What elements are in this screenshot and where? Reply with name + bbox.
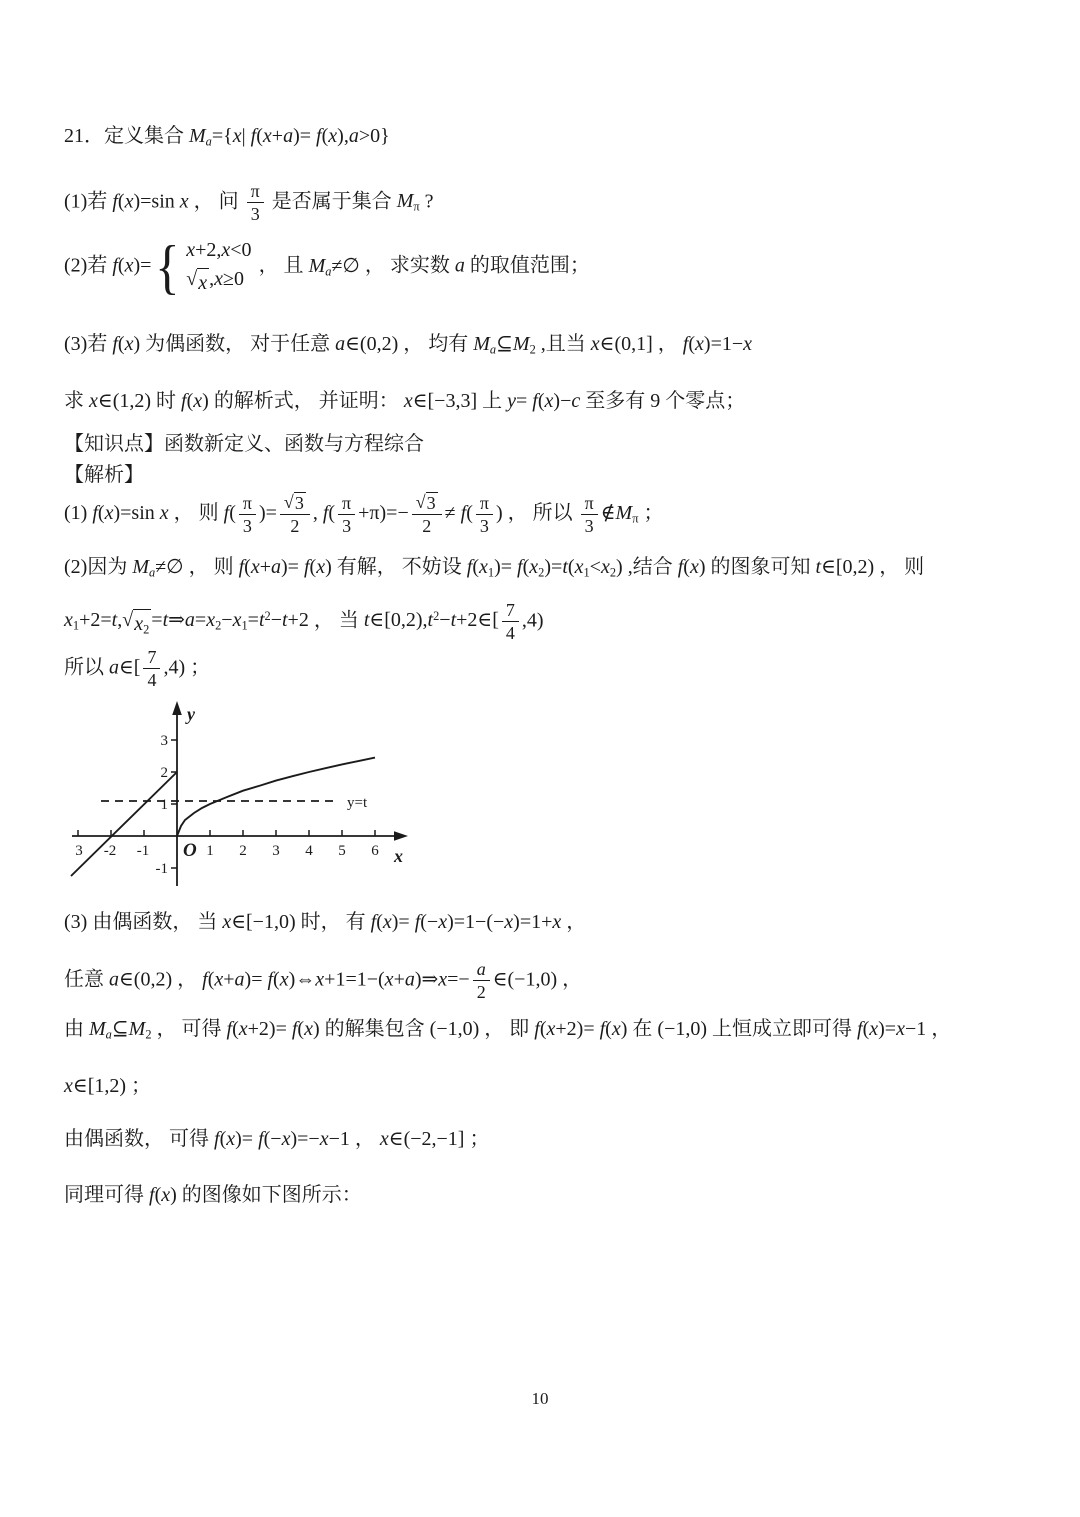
fraction: √ 3 2 [280,492,310,536]
x-tick-label: 1 [206,843,214,860]
math-run: $f(x_1)= f(x_2)=t(x_1<x_2)$ [466,555,623,580]
math-run: x∈(0,1] [590,333,653,356]
text-run: ， [926,1017,952,1040]
math-run: )= [258,502,277,525]
text-run: 至多有 9 个零点； [580,390,746,413]
text-run: ? [419,190,434,213]
math-run: $\notin M_\pi$ [600,502,639,526]
math-run: $M_a\ne\emptyset$ [308,254,360,279]
text-run: ； [464,1127,490,1150]
fraction: $\frac{\pi}{3}$ [247,181,264,224]
math-run: $M_a=\{x|$ f(x+a)= f(x),a>0} [189,125,390,149]
text-run: 的图像如下图所示： [176,1183,362,1206]
math-run: y= f(x)−c [507,390,581,413]
text-run: (3)若 [64,333,113,356]
cases-row: √ x ,x≥0 [186,265,244,298]
text-run: ， [349,1127,380,1150]
text-run: (3) 由偶函数， 当 [64,911,223,934]
text-run: 为偶函数， 对于任意 [140,333,336,356]
math-run: +π)=− [358,502,409,525]
problem-21-statement [64,122,1052,151]
x-tick-label: 3 [75,843,83,860]
x-axis-arrow [394,831,408,841]
math-run: $M_a⊆M_2$ [89,1017,152,1042]
text-run: ， 所以 [502,502,578,525]
text-run: 有解， 不妨设 [331,555,467,578]
text-run: ； [185,656,211,679]
x-axis-label: x [394,846,403,867]
math-run: a∈[ [109,656,141,679]
fraction: √ 3 2 [412,492,442,536]
fraction: $\frac{7}{4}$ [502,600,519,643]
math-run: f(x)= [112,254,152,277]
text-run: (1) [64,502,93,525]
text-run: 同理可得 [64,1183,149,1206]
text-run: 上恒成立即可得 [707,1017,858,1040]
solution-part-2-line-1 [64,553,1052,582]
text-run: ， [557,968,583,991]
text-run: ， [652,333,683,356]
math-run: x∈(−2,−1] [379,1127,465,1150]
document-lines-top [64,122,1052,690]
y-axis-arrow [172,701,182,715]
math-run: f(x)=sin x [112,190,189,213]
text-run: ， 则 [168,502,224,525]
math-run: f(x) [677,555,706,578]
math-run: ) [495,502,503,525]
solution-part-3-line-2 [64,959,1052,1002]
text-run: ， 则 [874,555,925,578]
origin-label: O [183,840,197,862]
math-run: f(x) [112,333,141,356]
math-run: a∈(0,2) [109,968,173,991]
math-run: f(x) [149,1183,177,1206]
function-graph [64,696,424,891]
text-run: ， 问 [188,190,244,213]
solution-part-2-line-2 [64,600,1052,643]
math-run: (−1,0) [657,1017,708,1040]
y-axis-label: y [187,704,195,725]
text-run: ， 且 [253,254,309,277]
math-run: f(x+a)= f(x) [238,555,332,578]
math-run: ∈(−1,0) [492,968,558,991]
part-3-question-cont [64,387,1052,416]
math-run: f( [223,502,236,525]
y-tick-label: 2 [160,765,168,782]
math-run: , f( [312,502,336,525]
math-run: a [454,254,465,277]
cases-brace: { [155,233,181,300]
text-run: 的图象可知 [705,555,816,578]
text-run: ， 即 [479,1017,535,1040]
math-run: $M_\pi$ [396,190,420,214]
text-run: 21．定义集合 [64,125,189,147]
text-run: ； [638,502,664,525]
text-run: 【知识点】函数新定义、函数与方程综合 [64,433,424,456]
curve-branch [177,758,375,836]
math-run: $M_a⊆M_2$ [473,333,536,358]
text-run: ， [561,911,587,934]
text-run: (2)因为 [64,555,133,578]
text-run: ,结合 [622,555,678,578]
math-run: t∈[0,2) [815,555,875,578]
math-run: f(x+a)= f(x)⇔x+1=1−(x+a)⇒x=− [202,968,470,991]
part-3-question [64,330,1052,359]
x-tick-label: 4 [305,843,313,860]
fraction: $\frac{7}{4}$ [143,647,160,690]
text-run: 时， 有 [295,911,371,934]
sqrt-expression: √ x [186,268,209,298]
math-run: $t\in[0,2),t^2-t+2\in$[ [363,608,499,631]
fraction: $\frac{\pi}{3}$ [476,493,493,536]
y-tick-label: 3 [160,733,168,750]
y-tick-label: -1 [155,861,168,878]
math-run: (−1,0) [429,1017,480,1040]
math-run: a∈(0,2) [335,333,399,356]
x-tick-label: 2 [239,843,247,860]
math-run: f(x)=x−1 [857,1017,927,1040]
text-run: 所以 [64,656,109,679]
piecewise-cases [153,233,252,300]
text-run: ,且当 [535,333,591,356]
x-tick-label: 3 [272,843,280,860]
text-run: ， [172,968,203,991]
fraction: $\frac{a}{2}$ [473,959,490,1002]
dashed-line-label: y=t [347,795,368,812]
text-run: ， 求实数 [359,254,455,277]
cases-row: x+2,x<0 [186,239,252,262]
graph-block [64,696,424,896]
solution-part-2-line-3 [64,647,1052,690]
math-run: ,4) [163,656,186,679]
text-run: 任意 [64,968,109,991]
text-run: (2)若 [64,254,113,277]
text-run: 的解集包含 [319,1017,430,1040]
math-run: ≠ f( [444,502,473,525]
solution-part-3-line-6 [64,1181,1052,1210]
x-tick-label: -1 [136,843,150,860]
math-run: x∈(1,2) [89,390,152,413]
text-run: 【解析】 [64,464,144,487]
solution-part-3-line-4 [64,1072,1052,1101]
solution-part-1 [64,492,1052,536]
part-2-question [64,233,1052,300]
text-run: ； [126,1074,152,1097]
math-run: $M_a\ne\emptyset$ [132,555,184,580]
math-run: f(x)= f(−x)=1−(−x)=1+x [370,911,562,934]
math-run: ,4) [521,608,544,631]
text-run: 求 [64,390,89,413]
math-run: f(x)= f(−x)=−x−1 [214,1127,350,1150]
solution-part-3-line-5 [64,1125,1052,1154]
sqrt-expression: √ 3 [415,492,436,514]
x-tick-label: 6 [371,843,379,860]
text-run: ， 均有 [398,333,474,356]
sqrt-expression: √ $x_2$ [122,609,151,639]
y-tick-labels [156,733,169,877]
x-tick-label: 5 [338,843,346,860]
text-run: ， 当 [308,608,364,631]
x-tick-label: -2 [103,843,117,860]
text-run: 上 [477,390,508,413]
math-run: x∈[−1,0) [222,911,296,934]
text-run: 的取值范围； [464,254,590,277]
document-lines-bottom [64,908,1052,1209]
math-run: f(x+2)= f(x) [226,1017,320,1040]
x-tick-labels [75,843,379,859]
text-run: 是否属于集合 [266,190,397,213]
text-run: ， 则 [183,555,239,578]
math-run: f(x) [181,390,209,413]
x-tick-marks [78,830,375,836]
text-run: 的解析式， 并证明： [208,390,404,413]
solution-part-3-line-3 [64,1015,1052,1044]
math-run: $x_1+2=t$, √ $x_2$ $=t\Rightarrow a=x_2-x_1=t^2-t+2$ [64,609,309,631]
sqrt-expression: √ 3 [283,492,304,514]
math-run: f(x)=1−x [682,333,753,356]
fraction: $\frac{\pi}{3}$ [239,493,256,536]
page-number: 10 [531,1389,549,1408]
text-run: 在 [627,1017,658,1040]
fraction: $\frac{\pi}{3}$ [338,493,355,536]
knowledge-points [64,430,1052,459]
math-run: x∈[−3,3] [403,390,478,413]
part-1-question [64,181,1052,224]
solution-part-3-line-1 [64,908,1052,937]
fraction: $\frac{\pi}{3}$ [581,493,598,536]
math-run: f(x+2)= f(x) [534,1017,628,1040]
text-run: 由 [64,1017,89,1040]
math-run: x∈[1,2) [64,1074,127,1097]
text-run: (1)若 [64,190,113,213]
text-run: ， 可得 [151,1017,227,1040]
math-run: f(x)=sin x [92,502,169,525]
y-tick-label: 1 [160,797,168,814]
text-run: 由偶函数， 可得 [64,1127,214,1150]
text-run: 时 [151,390,182,413]
analysis-header [64,461,1052,490]
